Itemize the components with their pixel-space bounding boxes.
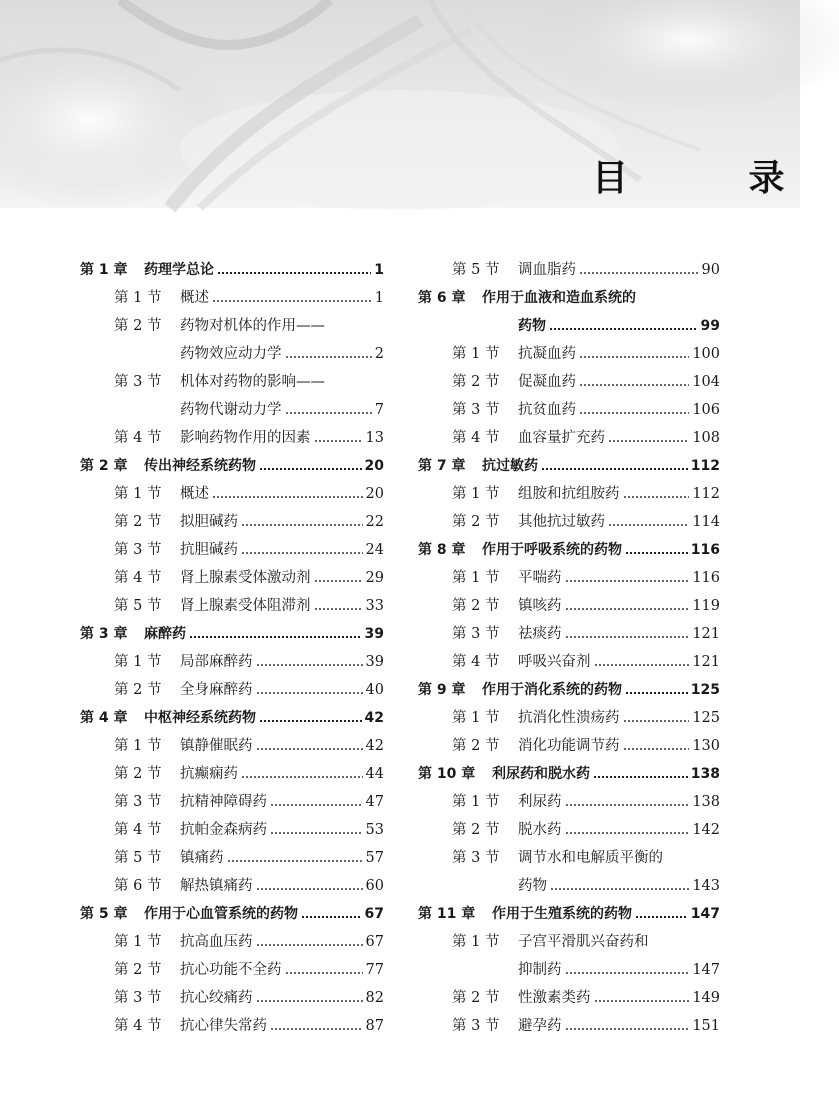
toc-entry-number: 第 5 节 — [114, 850, 162, 866]
toc-page-number: 104 — [692, 374, 720, 390]
toc-section-entry[interactable] — [418, 592, 720, 620]
toc-section-entry[interactable] — [80, 284, 384, 312]
toc-page-number: 130 — [692, 738, 720, 754]
toc-entry-title: 药理学总论 — [144, 262, 214, 278]
toc-section-entry[interactable] — [418, 564, 720, 592]
dot-leader — [270, 1028, 363, 1030]
dot-leader — [565, 1028, 690, 1030]
toc-entry-title: 抗心律失常药 — [180, 1018, 267, 1034]
toc-chapter-entry[interactable] — [80, 620, 384, 648]
toc-page-number: 20 — [365, 486, 384, 502]
toc-section-entry[interactable] — [418, 424, 720, 452]
toc-page-number: 53 — [365, 822, 384, 838]
dot-leader — [314, 580, 363, 582]
toc-page-number: 42 — [364, 710, 384, 726]
toc-entry-title: 促凝血药 — [518, 374, 576, 390]
toc-section-entry[interactable] — [80, 732, 384, 760]
toc-entry-title: 中枢神经系统药物 — [144, 710, 256, 726]
toc-section-entry[interactable] — [418, 1012, 720, 1040]
toc-entry-number: 第 3 节 — [452, 626, 500, 642]
toc-entry-title: 传出神经系统药物 — [144, 458, 256, 474]
toc-entry-title: 影响药物作用的因素 — [180, 430, 311, 446]
toc-section-entry[interactable] — [80, 788, 384, 816]
toc-section-entry[interactable] — [80, 984, 384, 1012]
toc-section-entry[interactable] — [80, 1012, 384, 1040]
toc-page-number: 57 — [365, 850, 384, 866]
dot-leader — [314, 608, 363, 610]
toc-section-entry[interactable] — [80, 844, 384, 872]
toc-entry-number: 第 2 节 — [114, 318, 162, 334]
dot-leader — [579, 412, 689, 414]
toc-entry-title: 机体对药物的影响—— — [180, 374, 325, 390]
toc-section-entry[interactable] — [418, 816, 720, 844]
toc-chapter-entry[interactable] — [418, 312, 720, 340]
toc-entry-number: 第 4 章 — [80, 710, 128, 726]
toc-page-number: 138 — [690, 766, 720, 782]
toc-section-entry[interactable] — [80, 424, 384, 452]
dot-leader — [608, 524, 689, 526]
toc-entry-title: 拟胆碱药 — [180, 514, 238, 530]
toc-entry-number: 第 3 节 — [114, 374, 162, 390]
toc-page-number: 42 — [365, 738, 384, 754]
toc-section-entry[interactable] — [80, 956, 384, 984]
toc-section-entry[interactable] — [80, 340, 384, 368]
page-title: 目 录 — [592, 158, 839, 199]
toc-entry-title: 概述 — [180, 486, 209, 502]
toc-section-entry[interactable] — [418, 396, 720, 424]
toc-chapter-entry[interactable] — [80, 704, 384, 732]
toc-entry-number: 第 1 节 — [114, 486, 162, 502]
toc-section-entry[interactable] — [80, 368, 384, 396]
toc-entry-number: 第 6 章 — [418, 290, 466, 306]
toc-page-number: 20 — [364, 458, 384, 474]
toc-section-entry[interactable] — [80, 508, 384, 536]
toc-entry-title: 药物对机体的作用—— — [180, 318, 325, 334]
toc-section-entry[interactable] — [418, 256, 720, 284]
toc-section-entry[interactable] — [80, 872, 384, 900]
toc-entry-title: 作用于心血管系统的药物 — [144, 906, 298, 922]
toc-chapter-entry[interactable] — [418, 900, 720, 928]
toc-entry-title: 呼吸兴奋剂 — [518, 654, 591, 670]
toc-entry-title: 抗癫痫药 — [180, 766, 238, 782]
toc-entry-title: 作用于血液和造血系统的 — [482, 290, 636, 306]
toc-page-number: 116 — [692, 570, 720, 586]
toc-entry-number: 第 1 节 — [452, 934, 500, 950]
toc-section-entry[interactable] — [418, 648, 720, 676]
toc-chapter-entry[interactable] — [80, 452, 384, 480]
toc-chapter-entry[interactable] — [80, 900, 384, 928]
toc-entry-title: 药物 — [518, 318, 546, 334]
toc-entry-title: 利尿药 — [518, 794, 562, 810]
dot-leader — [212, 300, 372, 302]
toc-page-number: 47 — [365, 794, 384, 810]
toc-chapter-entry[interactable] — [418, 676, 720, 704]
toc-entry-title: 利尿药和脱水药 — [492, 766, 590, 782]
toc-entry-title: 作用于呼吸系统的药物 — [482, 542, 622, 558]
toc-page-number: 119 — [692, 598, 720, 614]
toc-chapter-entry[interactable] — [80, 256, 384, 284]
toc-entry-number: 第 1 章 — [80, 262, 128, 278]
toc-page-number: 40 — [365, 682, 384, 698]
toc-page-number: 112 — [692, 486, 720, 502]
dot-leader — [549, 328, 698, 330]
toc-entry-number: 第 2 章 — [80, 458, 128, 474]
toc-page-number: 149 — [692, 990, 720, 1006]
toc-entry-title: 调血脂药 — [518, 262, 576, 278]
dot-leader — [259, 468, 362, 470]
toc-section-entry[interactable] — [80, 928, 384, 956]
toc-entry-title: 镇静催眠药 — [180, 738, 253, 754]
dot-leader — [259, 720, 362, 722]
dot-leader — [565, 608, 690, 610]
toc-section-entry[interactable] — [418, 368, 720, 396]
toc-entry-title: 局部麻醉药 — [180, 654, 253, 670]
toc-section-entry[interactable] — [418, 984, 720, 1012]
toc-entry-title: 性激素类药 — [518, 990, 591, 1006]
toc-entry-number: 第 2 节 — [114, 962, 162, 978]
dot-leader — [565, 636, 690, 638]
toc-section-entry[interactable] — [80, 536, 384, 564]
toc-page-number: 2 — [374, 346, 384, 362]
toc-section-entry[interactable] — [80, 648, 384, 676]
toc-entry-number: 第 2 节 — [452, 374, 500, 390]
toc-page-number: 22 — [365, 514, 384, 530]
toc-entry-number: 第 9 章 — [418, 682, 466, 698]
dot-leader — [270, 832, 363, 834]
toc-page-number: 1 — [374, 290, 384, 306]
dot-leader — [623, 720, 690, 722]
dot-leader — [623, 748, 690, 750]
toc-entry-number: 第 7 章 — [418, 458, 466, 474]
toc-entry-title: 脱水药 — [518, 822, 562, 838]
toc-section-entry[interactable] — [80, 480, 384, 508]
dot-leader — [256, 748, 363, 750]
toc-entry-number: 第 4 节 — [114, 1018, 162, 1034]
toc-page-number: 82 — [365, 990, 384, 1006]
toc-entry-title: 调节水和电解质平衡的 — [518, 850, 663, 866]
toc-page-number: 87 — [365, 1018, 384, 1034]
toc-section-entry[interactable] — [80, 312, 384, 340]
toc-section-entry[interactable] — [418, 928, 720, 956]
dot-leader — [635, 916, 688, 918]
toc-section-entry[interactable] — [418, 480, 720, 508]
dot-leader — [541, 468, 688, 470]
dot-leader — [550, 888, 689, 890]
toc-section-entry[interactable] — [418, 620, 720, 648]
toc-entry-title: 肾上腺素受体阻滞剂 — [180, 598, 311, 614]
toc-entry-number: 第 4 节 — [452, 430, 500, 446]
dot-leader — [217, 272, 371, 274]
dot-leader — [625, 552, 688, 554]
toc-entry-number: 第 10 章 — [418, 766, 476, 782]
toc-page-number: 106 — [692, 402, 720, 418]
toc-page-number: 24 — [365, 542, 384, 558]
toc-entry-number: 第 3 节 — [452, 850, 500, 866]
toc-section-entry[interactable] — [418, 704, 720, 732]
dot-leader — [285, 412, 372, 414]
toc-page-number: 1 — [374, 262, 384, 278]
toc-entry-title: 药物代谢动力学 — [180, 402, 282, 418]
toc-entry-number: 第 2 节 — [452, 598, 500, 614]
toc-entry-number: 第 1 节 — [452, 486, 500, 502]
toc-page-number: 121 — [692, 626, 720, 642]
toc-section-entry[interactable] — [80, 816, 384, 844]
toc-entry-title: 作用于生殖系统的药物 — [492, 906, 632, 922]
dot-leader — [256, 944, 363, 946]
dot-leader — [241, 524, 363, 526]
dot-leader — [256, 692, 363, 694]
dot-leader — [579, 272, 699, 274]
toc-entry-number: 第 2 节 — [452, 822, 500, 838]
toc-entry-number: 第 1 节 — [452, 710, 500, 726]
dot-leader — [579, 356, 689, 358]
toc-entry-title: 抑制药 — [518, 962, 562, 978]
toc-page-number: 39 — [365, 654, 384, 670]
toc-column-left — [80, 256, 384, 1040]
toc-entry-title: 解热镇痛药 — [180, 878, 253, 894]
toc-section-entry[interactable] — [80, 396, 384, 424]
toc-page-number: 138 — [692, 794, 720, 810]
toc-entry-number: 第 2 节 — [452, 990, 500, 1006]
toc-entry-number: 第 2 节 — [452, 514, 500, 530]
toc-page-number: 90 — [701, 262, 720, 278]
toc-entry-number: 第 4 节 — [452, 654, 500, 670]
toc-entry-number: 第 4 节 — [114, 570, 162, 586]
dot-leader — [565, 832, 690, 834]
toc-page-number: 112 — [690, 458, 720, 474]
toc-entry-number: 第 3 节 — [452, 1018, 500, 1034]
toc-entry-number: 第 2 节 — [452, 738, 500, 754]
toc-entry-title: 抗高血压药 — [180, 934, 253, 950]
toc-entry-number: 第 5 节 — [452, 262, 500, 278]
toc-entry-number: 第 1 节 — [452, 346, 500, 362]
dot-leader — [256, 1000, 363, 1002]
toc-entry-title: 麻醉药 — [144, 626, 186, 642]
toc-section-entry[interactable] — [80, 592, 384, 620]
dot-leader — [256, 888, 363, 890]
dot-leader — [189, 636, 362, 638]
toc-page-number: 67 — [364, 906, 384, 922]
toc-entry-title: 药物效应动力学 — [180, 346, 282, 362]
dot-leader — [593, 776, 688, 778]
toc-section-entry[interactable] — [80, 760, 384, 788]
toc-entry-title: 药物 — [518, 878, 547, 894]
toc-entry-number: 第 2 节 — [114, 766, 162, 782]
toc-entry-title: 抗贫血药 — [518, 402, 576, 418]
toc-entry-title: 抗帕金森病药 — [180, 822, 267, 838]
toc-entry-number: 第 1 节 — [114, 738, 162, 754]
dot-leader — [625, 692, 688, 694]
toc-entry-number: 第 2 节 — [114, 682, 162, 698]
dot-leader — [256, 664, 363, 666]
toc-page-number: 114 — [692, 514, 720, 530]
toc-entry-title: 消化功能调节药 — [518, 738, 620, 754]
toc-entry-title: 抗消化性溃疡药 — [518, 710, 620, 726]
toc-entry-number: 第 3 节 — [114, 990, 162, 1006]
toc-page-number: 60 — [365, 878, 384, 894]
toc-entry-number: 第 8 章 — [418, 542, 466, 558]
toc-page-number: 13 — [365, 430, 384, 446]
toc-entry-number: 第 1 节 — [114, 290, 162, 306]
toc-section-entry[interactable] — [418, 844, 720, 872]
toc-section-entry[interactable] — [418, 956, 720, 984]
toc-entry-title: 抗心绞痛药 — [180, 990, 253, 1006]
toc-page-number: 143 — [692, 878, 720, 894]
toc-entry-title: 子宫平滑肌兴奋药和 — [518, 934, 649, 950]
toc-entry-number: 第 2 节 — [114, 514, 162, 530]
toc-page-number: 29 — [365, 570, 384, 586]
toc-chapter-entry[interactable] — [418, 760, 720, 788]
toc-page-number: 67 — [365, 934, 384, 950]
toc-entry-title: 抗过敏药 — [482, 458, 538, 474]
toc-column-right — [418, 256, 720, 1040]
toc-entry-number: 第 3 节 — [114, 794, 162, 810]
dot-leader — [241, 552, 363, 554]
toc-entry-title: 抗凝血药 — [518, 346, 576, 362]
toc-section-entry[interactable] — [80, 676, 384, 704]
toc-entry-number: 第 6 节 — [114, 878, 162, 894]
toc-page-number: 99 — [700, 318, 720, 334]
toc-section-entry[interactable] — [418, 732, 720, 760]
dot-leader — [565, 804, 690, 806]
toc-entry-number: 第 5 节 — [114, 598, 162, 614]
toc-entry-number: 第 3 节 — [114, 542, 162, 558]
dot-leader — [565, 580, 690, 582]
toc-entry-title: 镇咳药 — [518, 598, 562, 614]
toc-page-number: 147 — [690, 906, 720, 922]
toc-page-number: 108 — [692, 430, 720, 446]
toc-chapter-entry[interactable] — [418, 452, 720, 480]
toc-entry-title: 避孕药 — [518, 1018, 562, 1034]
dot-leader — [285, 356, 372, 358]
toc-page-number: 142 — [692, 822, 720, 838]
toc-section-entry[interactable] — [418, 788, 720, 816]
toc-chapter-entry[interactable] — [418, 284, 720, 312]
toc-page-number: 77 — [365, 962, 384, 978]
toc-entry-number: 第 5 章 — [80, 906, 128, 922]
toc-section-entry[interactable] — [418, 340, 720, 368]
dot-leader — [314, 440, 363, 442]
toc-page-number: 125 — [690, 682, 720, 698]
toc-entry-title: 平喘药 — [518, 570, 562, 586]
dot-leader — [579, 384, 689, 386]
toc-entry-number: 第 1 节 — [452, 570, 500, 586]
toc-entry-title: 抗胆碱药 — [180, 542, 238, 558]
dot-leader — [212, 496, 363, 498]
toc-section-entry[interactable] — [80, 564, 384, 592]
dot-leader — [608, 440, 689, 442]
toc-entry-title: 镇痛药 — [180, 850, 224, 866]
toc-chapter-entry[interactable] — [418, 536, 720, 564]
toc-entry-title: 概述 — [180, 290, 209, 306]
toc-entry-number: 第 3 章 — [80, 626, 128, 642]
toc-entry-title: 肾上腺素受体激动剂 — [180, 570, 311, 586]
toc-page-number: 151 — [692, 1018, 720, 1034]
header-banner — [0, 0, 839, 208]
toc-entry-title: 其他抗过敏药 — [518, 514, 605, 530]
toc-page-number: 125 — [692, 710, 720, 726]
dot-leader — [623, 496, 690, 498]
toc-page-number: 121 — [692, 654, 720, 670]
toc-page-number: 44 — [365, 766, 384, 782]
toc-entry-number: 第 4 节 — [114, 822, 162, 838]
toc-page-number: 116 — [690, 542, 720, 558]
dot-leader — [285, 972, 363, 974]
toc-entry-number: 第 3 节 — [452, 402, 500, 418]
toc-entry-title: 祛痰药 — [518, 626, 562, 642]
toc-entry-title: 抗心功能不全药 — [180, 962, 282, 978]
toc-entry-number: 第 1 节 — [114, 934, 162, 950]
dot-leader — [565, 972, 690, 974]
toc-entry-number: 第 4 节 — [114, 430, 162, 446]
toc-entry-number: 第 1 节 — [452, 794, 500, 810]
toc-entry-title: 组胺和抗组胺药 — [518, 486, 620, 502]
toc-entry-title: 全身麻醉药 — [180, 682, 253, 698]
dot-leader — [594, 664, 690, 666]
toc-entry-title: 抗精神障碍药 — [180, 794, 267, 810]
toc-entry-title: 作用于消化系统的药物 — [482, 682, 622, 698]
toc-section-entry[interactable] — [418, 508, 720, 536]
dot-leader — [594, 1000, 690, 1002]
toc-page-number: 33 — [365, 598, 384, 614]
toc-page-number: 7 — [374, 402, 384, 418]
toc-page-number: 147 — [692, 962, 720, 978]
toc-entry-number: 第 11 章 — [418, 906, 476, 922]
toc-entry-number: 第 1 节 — [114, 654, 162, 670]
dot-leader — [241, 776, 363, 778]
dot-leader — [301, 916, 362, 918]
toc-section-entry[interactable] — [418, 872, 720, 900]
toc-page-number: 100 — [692, 346, 720, 362]
dot-leader — [270, 804, 363, 806]
dot-leader — [227, 860, 363, 862]
toc-page-number: 39 — [364, 626, 384, 642]
toc-entry-title: 血容量扩充药 — [518, 430, 605, 446]
